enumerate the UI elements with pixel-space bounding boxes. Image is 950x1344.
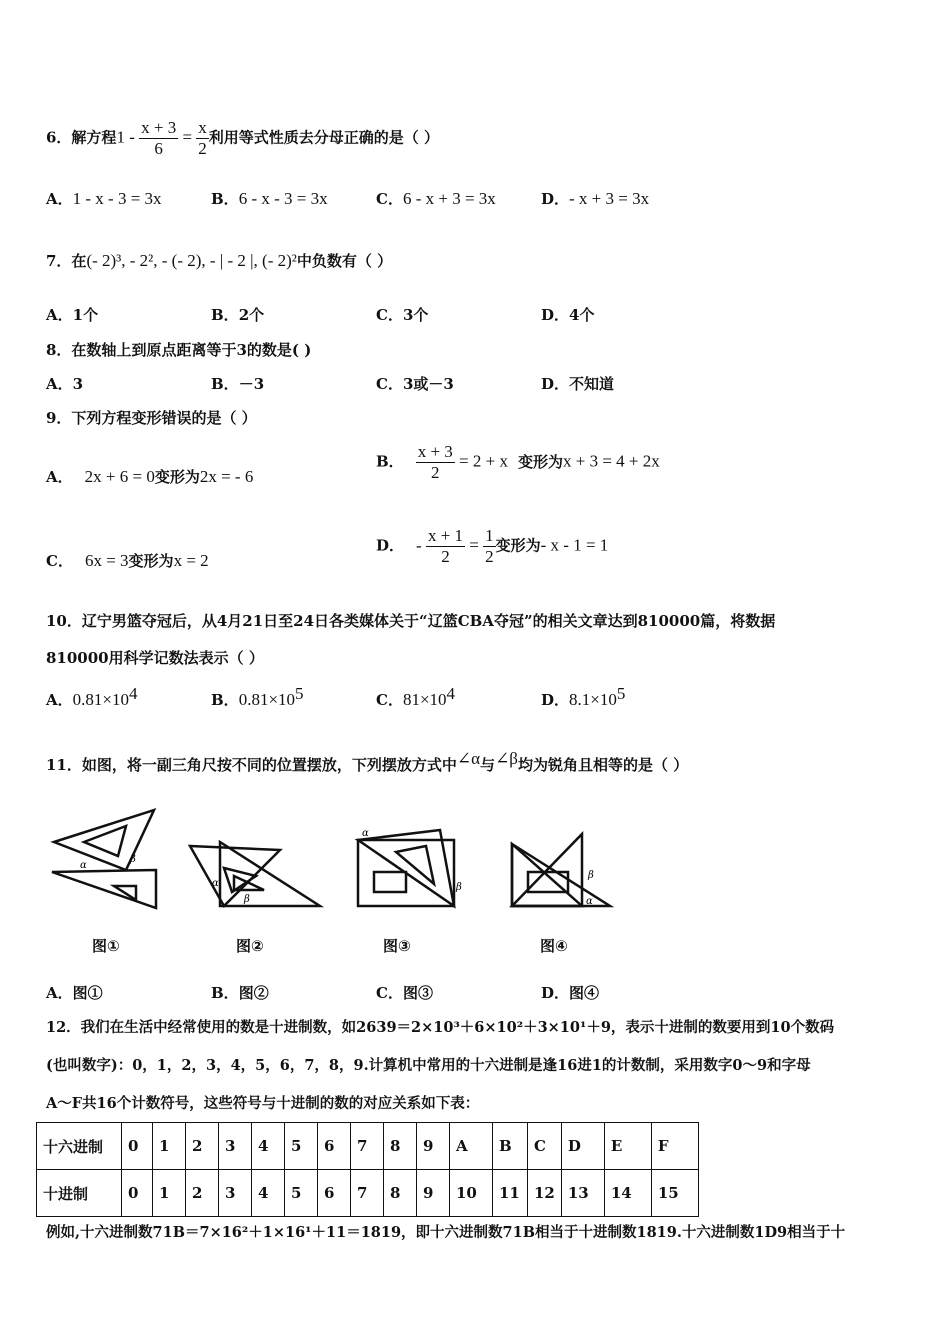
q9-option-c[interactable] bbox=[46, 550, 209, 571]
svg-text:α: α bbox=[586, 896, 593, 907]
option-exponent: 4 bbox=[446, 684, 456, 703]
option-mid-text: 变形为 bbox=[517, 452, 563, 471]
table-cell: 7 bbox=[351, 1170, 384, 1217]
q6-fraction-left bbox=[139, 118, 178, 159]
q11-suffix: 均为锐角且相等的是（ ） bbox=[517, 756, 689, 774]
option-exponent: 4 bbox=[128, 684, 138, 703]
figure-3-diagram bbox=[350, 800, 470, 912]
option-expr: - x + 3 = 3x bbox=[569, 189, 650, 208]
figure-2-label: 图② bbox=[236, 937, 264, 955]
q7-option-c[interactable] bbox=[376, 304, 428, 325]
option-expr: 81×10 bbox=[402, 690, 447, 709]
q6-eq-mid: = bbox=[178, 127, 197, 147]
figure-2-diagram bbox=[184, 800, 324, 912]
hex-decimal-table bbox=[36, 1122, 699, 1217]
option-text: 图③ bbox=[402, 984, 433, 1002]
q9-d-fraction2 bbox=[483, 526, 496, 567]
q11-alpha: ∠α bbox=[456, 749, 481, 768]
option-text: 图② bbox=[238, 984, 269, 1002]
table-cell: E bbox=[604, 1123, 651, 1170]
q10-option-a[interactable] bbox=[46, 684, 137, 710]
table-row-hex bbox=[37, 1123, 699, 1170]
option-text: 3或－3 bbox=[402, 375, 454, 393]
table-cell: 12 bbox=[528, 1170, 562, 1217]
figure-1-diagram bbox=[44, 800, 164, 912]
option-label: C． bbox=[376, 984, 403, 1002]
option-expr: - bbox=[416, 535, 426, 555]
option-mid-text: 变形为 bbox=[154, 468, 200, 486]
table-cell: 10 bbox=[450, 1170, 493, 1217]
q8-option-c[interactable] bbox=[376, 373, 454, 394]
q11-option-d[interactable] bbox=[541, 982, 599, 1003]
q6-frac-den: 6 bbox=[154, 139, 163, 158]
q8-option-a[interactable] bbox=[46, 373, 83, 394]
option-label: D． bbox=[541, 984, 570, 1002]
option-text: 不知道 bbox=[569, 375, 615, 393]
q9-stem: 9．下列方程变形错误的是（ ） bbox=[46, 409, 257, 427]
frac-num: x + 3 bbox=[417, 442, 453, 461]
option-text: 3个 bbox=[402, 306, 429, 324]
table-cell: 3 bbox=[219, 1170, 252, 1217]
q11-beta: ∠β bbox=[495, 749, 518, 768]
option-expr: 2x = - 6 bbox=[199, 467, 254, 486]
table-cell: 5 bbox=[285, 1123, 318, 1170]
q6-suffix: 利用等式性质去分母正确的是（ ） bbox=[208, 128, 440, 147]
option-label: A． bbox=[46, 306, 73, 324]
table-cell: 3 bbox=[219, 1123, 252, 1170]
option-label: C． bbox=[46, 552, 73, 570]
table-cell: 9 bbox=[417, 1170, 450, 1217]
q6-fraction-right bbox=[196, 118, 209, 159]
q9-option-d[interactable] bbox=[376, 526, 608, 567]
table-cell: A bbox=[450, 1123, 493, 1170]
option-expr: = bbox=[465, 535, 484, 555]
q10-line2: 810000用科学记数法表示（ ） bbox=[46, 649, 264, 667]
frac-num: 1 bbox=[485, 526, 494, 545]
option-label: D． bbox=[541, 190, 570, 208]
option-label: D． bbox=[541, 375, 570, 393]
table-cell: 15 bbox=[651, 1170, 698, 1217]
table-cell: 11 bbox=[493, 1170, 528, 1217]
option-label: A． bbox=[46, 691, 73, 709]
svg-text:β: β bbox=[244, 894, 250, 905]
option-expr: 0.81×10 bbox=[72, 690, 129, 709]
table-cell: 5 bbox=[285, 1170, 318, 1217]
table-cell: 8 bbox=[384, 1123, 417, 1170]
q7-option-a[interactable] bbox=[46, 304, 98, 325]
option-text: 4个 bbox=[569, 306, 595, 324]
q11-option-b[interactable] bbox=[211, 982, 269, 1003]
option-expr: 6 - x + 3 = 3x bbox=[402, 189, 496, 208]
frac-num: x + 1 bbox=[427, 526, 464, 545]
table-cell: 4 bbox=[252, 1170, 285, 1217]
table-cell: 0 bbox=[122, 1123, 153, 1170]
option-label: B． bbox=[211, 984, 239, 1002]
q11-prefix: 11．如图，将一副三角尺按不同的位置摆放，下列摆放方式中 bbox=[46, 756, 457, 774]
option-label: A． bbox=[46, 468, 73, 486]
svg-text:α: α bbox=[80, 860, 87, 871]
svg-text:β: β bbox=[456, 882, 462, 893]
table-cell: 6 bbox=[318, 1123, 351, 1170]
option-expr: 2x + 6 = 0 bbox=[84, 467, 155, 486]
table-header-hex: 十六进制 bbox=[37, 1123, 122, 1170]
option-text: 1个 bbox=[72, 306, 99, 324]
table-cell: B bbox=[493, 1123, 528, 1170]
q6-option-a[interactable] bbox=[46, 188, 162, 209]
q6-option-d[interactable] bbox=[541, 188, 649, 209]
option-label: D． bbox=[541, 691, 570, 709]
q6-frac-num: x + 3 bbox=[141, 118, 177, 137]
figure-3-label: 图③ bbox=[383, 937, 411, 955]
table-row-dec bbox=[37, 1170, 699, 1217]
option-expr: 1 - x - 3 = 3x bbox=[72, 189, 162, 208]
svg-text:α: α bbox=[212, 878, 219, 889]
q12-line1: 12．我们在生活中经常使用的数是十进制数，如2639＝2×10³＋6×10²＋3×10¹＋9，表示十进制的数要用到10个数码 bbox=[46, 1019, 835, 1036]
option-label: A． bbox=[46, 984, 73, 1002]
q12-line2: (也叫数字)：0，1，2，3，4，5，6，7，8，9.计算机中常用的十六进制是逢16进1的计数制，采用数字0～9和字母 bbox=[46, 1057, 811, 1074]
option-expr: 6 - x - 3 = 3x bbox=[238, 189, 328, 208]
figure-1-label: 图① bbox=[92, 937, 120, 955]
figure-4-diagram bbox=[506, 800, 616, 912]
option-expr: x = 2 bbox=[173, 551, 209, 570]
svg-text:β: β bbox=[130, 854, 136, 865]
table-cell: 4 bbox=[252, 1123, 285, 1170]
option-label: C． bbox=[376, 190, 403, 208]
q7-option-d[interactable] bbox=[541, 304, 594, 325]
table-cell: D bbox=[561, 1123, 604, 1170]
q12-line4: 例如,十六进制数71B＝7×16²＋1×16¹＋11＝1819，即十六进制数71B相当于十进制数1819.十六进制数1D9相当于十 bbox=[46, 1224, 846, 1241]
svg-text:α: α bbox=[362, 828, 369, 839]
table-cell: 2 bbox=[186, 1170, 219, 1217]
table-cell: 8 bbox=[384, 1170, 417, 1217]
table-cell: 14 bbox=[604, 1170, 651, 1217]
option-label: C． bbox=[376, 375, 403, 393]
option-mid-text: 变形为 bbox=[495, 536, 541, 555]
svg-text:β: β bbox=[588, 870, 594, 881]
option-expr: 8.1×10 bbox=[569, 690, 617, 709]
q8-option-b[interactable] bbox=[211, 373, 264, 394]
q10-option-d[interactable] bbox=[541, 684, 625, 710]
q10-line1: 10．辽宁男篮夺冠后，从4月21日至24日各类媒体关于“辽篮CBA夺冠”的相关文章达到810000篇，将数据 bbox=[46, 612, 776, 630]
q11-option-a[interactable] bbox=[46, 982, 103, 1003]
q6-option-b[interactable] bbox=[211, 188, 328, 209]
option-text: 图① bbox=[72, 984, 103, 1002]
option-text: 3 bbox=[72, 375, 84, 393]
table-cell: 9 bbox=[417, 1123, 450, 1170]
q11-stem bbox=[46, 749, 688, 775]
option-label: B． bbox=[211, 375, 239, 393]
q7-stem bbox=[46, 250, 392, 271]
q6-frac2-num: x bbox=[198, 118, 207, 137]
option-exponent: 5 bbox=[295, 684, 304, 703]
table-cell: 0 bbox=[122, 1170, 153, 1217]
option-expr: 6x = 3 bbox=[84, 551, 129, 570]
option-label: B． bbox=[211, 190, 239, 208]
option-label: A． bbox=[46, 190, 73, 208]
table-header-dec: 十进制 bbox=[37, 1170, 122, 1217]
q7-suffix: 中负数有（ ） bbox=[296, 252, 393, 270]
option-mid-text: 变形为 bbox=[128, 552, 174, 570]
option-label: B． bbox=[211, 691, 239, 709]
q9-b-fraction bbox=[416, 442, 455, 483]
table-cell: F bbox=[651, 1123, 698, 1170]
figure-4-label: 图④ bbox=[540, 937, 568, 955]
q11-option-c[interactable] bbox=[376, 982, 433, 1003]
table-cell: 2 bbox=[186, 1123, 219, 1170]
q12-line3: A～F共16个计数符号，这些符号与十进制的数的对应关系如下表： bbox=[46, 1095, 480, 1112]
q10-option-b[interactable] bbox=[211, 684, 304, 710]
table-cell: 6 bbox=[318, 1170, 351, 1217]
q6-prefix: 6．解方程 bbox=[46, 128, 117, 147]
option-label: C． bbox=[376, 306, 403, 324]
option-expr: 0.81×10 bbox=[238, 690, 296, 709]
table-cell: 1 bbox=[153, 1123, 186, 1170]
q6-stem bbox=[46, 118, 439, 159]
option-text: －3 bbox=[238, 375, 265, 393]
table-cell: C bbox=[528, 1123, 562, 1170]
q9-option-b[interactable] bbox=[376, 442, 660, 483]
q9-option-a[interactable] bbox=[46, 466, 253, 487]
q7-expr: (- 2)³, - 2², - (- 2), - | - 2 |, (- 2)² bbox=[86, 251, 297, 270]
option-expr: = 2 + x bbox=[454, 451, 508, 471]
option-label: B． bbox=[376, 452, 404, 471]
q7-option-b[interactable] bbox=[211, 304, 264, 325]
q6-eq-left: 1 - bbox=[116, 127, 140, 147]
q11-with: 与 bbox=[480, 756, 496, 774]
option-label: D． bbox=[376, 536, 405, 555]
frac-den: 2 bbox=[441, 547, 450, 566]
option-exponent: 5 bbox=[616, 684, 626, 703]
q6-option-c[interactable] bbox=[376, 188, 496, 209]
frac-den: 2 bbox=[485, 547, 494, 566]
option-text: 2个 bbox=[238, 306, 265, 324]
q10-option-c[interactable] bbox=[376, 684, 455, 710]
q8-stem: 8．在数轴上到原点距离等于3的数是( ) bbox=[46, 341, 312, 359]
table-cell: 13 bbox=[561, 1170, 604, 1217]
option-label: A． bbox=[46, 375, 73, 393]
q8-option-d[interactable] bbox=[541, 373, 614, 394]
option-label: C． bbox=[376, 691, 403, 709]
q6-frac2-den: 2 bbox=[198, 139, 207, 158]
option-text: 图④ bbox=[569, 984, 600, 1002]
option-expr: - x - 1 = 1 bbox=[540, 535, 609, 555]
table-cell: 7 bbox=[351, 1123, 384, 1170]
q9-d-fraction bbox=[426, 526, 465, 567]
option-label: D． bbox=[541, 306, 570, 324]
frac-den: 2 bbox=[430, 463, 440, 482]
option-label: B． bbox=[211, 306, 239, 324]
table-cell: 1 bbox=[153, 1170, 186, 1217]
option-expr: x + 3 = 4 + 2x bbox=[562, 451, 660, 471]
q7-prefix: 7．在 bbox=[46, 252, 87, 270]
